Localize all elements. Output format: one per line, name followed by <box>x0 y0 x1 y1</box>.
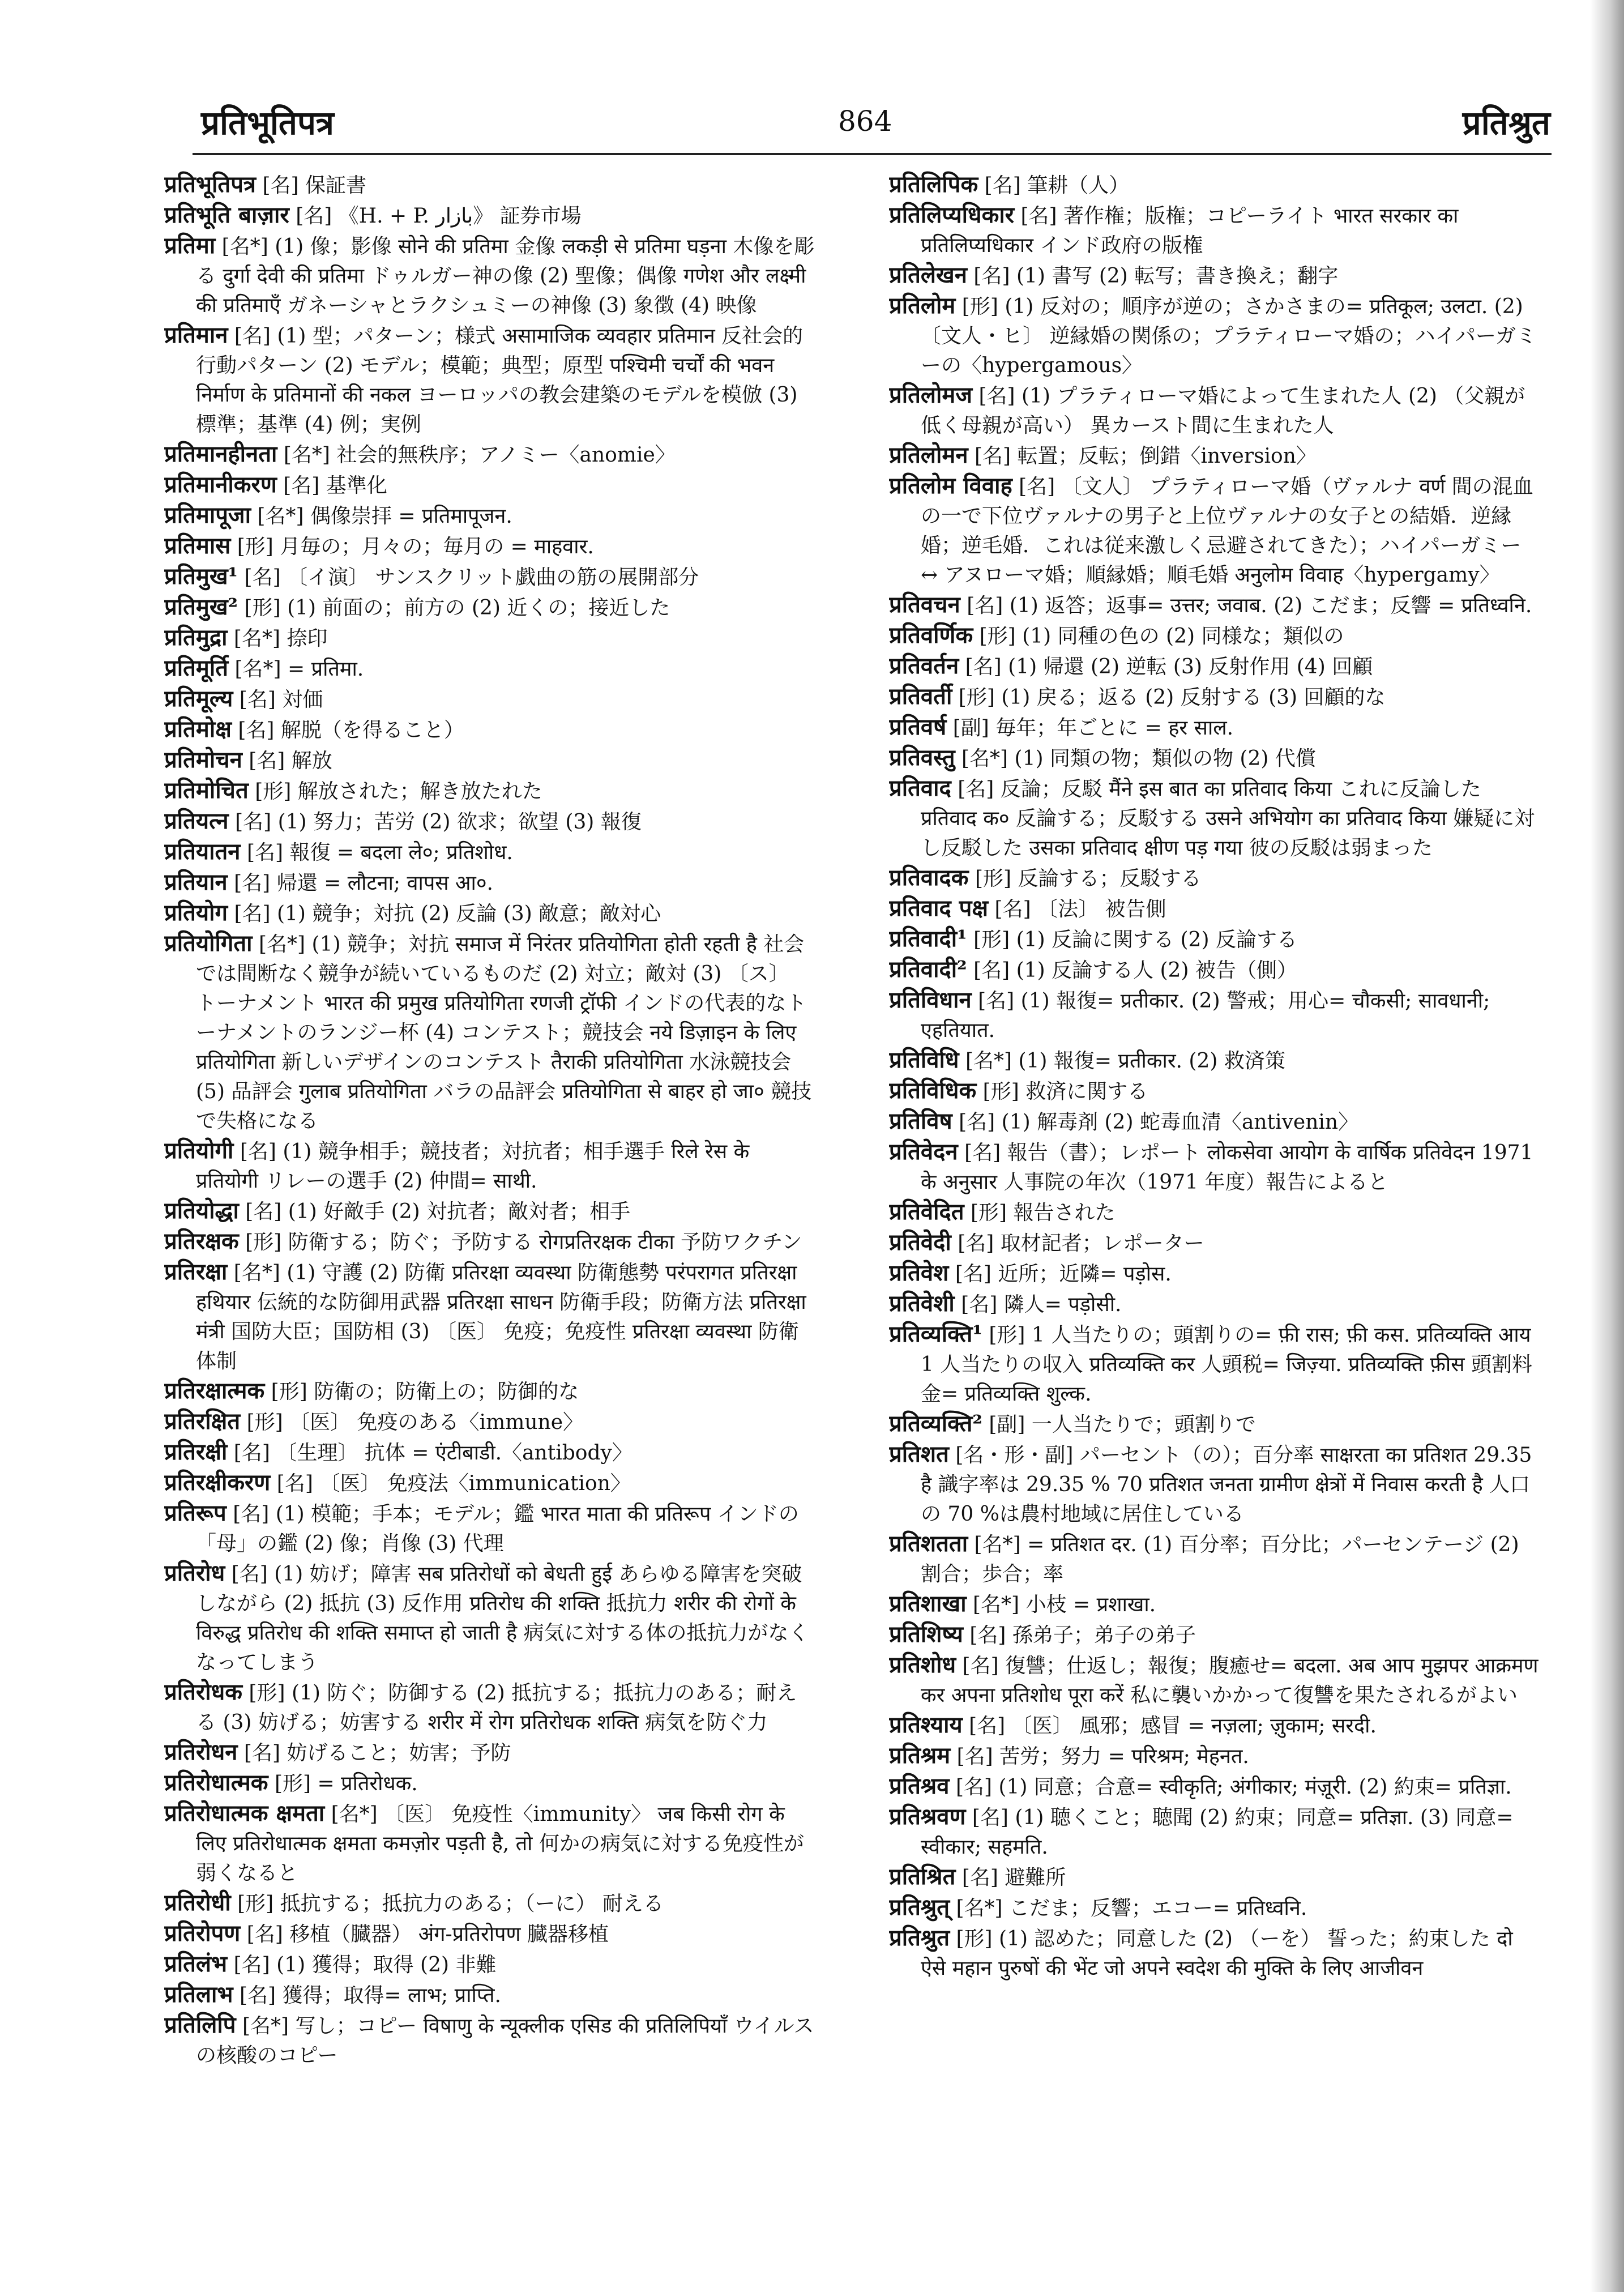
left-column <box>164 170 815 2071</box>
dictionary-entry <box>164 1499 815 1559</box>
entry-headword: प्रतिमूर्ति <box>164 655 228 681</box>
dictionary-entry <box>164 1196 815 1227</box>
entry-definition: [名] 妨げること；妨害；予防 <box>243 1742 511 1765</box>
dictionary-entry <box>164 837 815 868</box>
entry-definition: [形] (1) 戻る；返る (2) 反射する (3) 回顧的な <box>958 686 1386 709</box>
entry-headword: प्रतिमानीकरण <box>164 471 277 498</box>
dictionary-entry <box>889 170 1540 200</box>
entry-headword: प्रतियोगी <box>164 1137 234 1164</box>
entry-definition: [名*] (1) 同類の物；類似の物 (2) 代償 <box>961 747 1316 770</box>
dictionary-entry <box>889 682 1540 712</box>
entry-headword: प्रतिमोचित <box>164 777 249 804</box>
dictionary-entry <box>889 200 1540 261</box>
dictionary-entry <box>164 1738 815 1768</box>
dictionary-entry <box>889 1320 1540 1409</box>
entry-definition: [名] (1) 返答；返事= उत्तर; जवाब. (2) こだま；反響 = प्रतिध्वनि. <box>967 594 1532 617</box>
dictionary-entry <box>889 1862 1540 1893</box>
dictionary-entry <box>164 200 815 231</box>
entry-definition: [名] 反論；反駁 मैंने इस बात का प्रतिवाद किया これに反論した प्रतिवाद क० 反論する；反駁する उसने अभियोग का प्रतिवाद किया 嫌疑に対し反駁した उसका प्रतिवाद क्षीण पड़ गया 彼の反駁は弱まった <box>921 778 1535 860</box>
dictionary-entry <box>889 1529 1540 1589</box>
entry-definition: [名] (1) 聴くこと；聴聞 (2) 約束；同意= प्रतिज्ञा. (3) 同意= स्वीकार; सहमति. <box>921 1806 1514 1859</box>
entry-definition: [名] 筆耕（人） <box>984 174 1130 197</box>
entry-definition: [形] 1 人当たりの；頭割りの= फ़ी रास; फ़ी कस. प्रतिव्यक्ति आय 1 人当たりの収入 प्रतिव्यक्ति कर 人頭税= जिज़्या. प्रतिव्यक्ति फ़ीस 頭割料金= प्रतिव्यक्ति शुल्क. <box>921 1324 1532 1406</box>
dictionary-entry <box>164 1437 815 1468</box>
entry-headword: प्रतिरक्षा <box>164 1258 228 1285</box>
entry-definition: [名] 復讐；仕返し；報復；腹癒せ= बदला. अब आप मुझपर आक्रमण कर अपना प्रतिशोध पूरा करें 私に襲いかかって復讐を果たされるがよい <box>921 1654 1538 1707</box>
entry-definition: [名] (1) プラティローマ婚によって生まれた人 (2) （父親が低く母親が高い） 異カースト間に生まれた人 <box>921 385 1525 437</box>
entry-definition: [形] (1) 同種の色の (2) 同様な；類似の <box>979 625 1344 648</box>
entry-headword: प्रतिश्रित <box>889 1863 956 1890</box>
dictionary-entry <box>164 1949 815 1980</box>
dictionary-entry <box>889 955 1540 985</box>
right-guide-word: प्रतिश्रुत <box>1462 104 1550 142</box>
entry-definition: [名] 報告（書）；レポート लोकसेवा आयोग के वार्षिक प्रतिवेदन 1971 के अनुसार 人事院の年次（1971 年度）報告によると <box>921 1141 1533 1194</box>
entry-definition: [名] 獲得；取得= लाभ; प्राप्ति. <box>239 1984 501 2007</box>
entry-definition: [形] (1) 反対の；順序が逆の；さかさまの= प्रतिकूल; उलटा. (2) 〔文人・ヒ〕 逆縁婚の関係の；プラティローマ婚の；ハイパーガミーの〈hypergamous〉 <box>921 295 1537 377</box>
dictionary-entry <box>889 1589 1540 1620</box>
entry-headword: प्रतियान <box>164 869 228 895</box>
dictionary-entry <box>889 590 1540 621</box>
entry-definition: [名] 〔医〕 免疫法〈immunication〉 <box>276 1472 631 1495</box>
dictionary-entry <box>889 621 1540 651</box>
entry-definition: [名] (1) 書写 (2) 転写；書き換え；翻字 <box>973 264 1339 288</box>
entry-headword: प्रतिविधिक <box>889 1077 977 1104</box>
dictionary-entry <box>164 470 815 501</box>
dictionary-entry <box>164 868 815 898</box>
entry-headword: प्रतिलंभ <box>164 1950 228 1977</box>
dictionary-entry <box>889 774 1540 863</box>
entry-headword: प्रतिवेदन <box>889 1138 958 1165</box>
entry-definition: [名] 取材記者；レポーター <box>958 1232 1204 1255</box>
entry-headword: प्रतिभूति बाज़ार <box>164 202 289 228</box>
entry-headword: प्रतिरक्षक <box>164 1228 239 1254</box>
entry-definition: [形] 月毎の；月々の；毎月の = माहवार. <box>237 535 594 558</box>
dictionary-entry <box>889 261 1540 291</box>
entry-headword: प्रतिमास <box>164 532 231 559</box>
entry-headword: प्रतिश्रव <box>889 1773 950 1799</box>
dictionary-entry <box>889 1923 1540 1983</box>
entry-headword: प्रतिशत <box>889 1441 949 1467</box>
entry-definition: [名] 近所；近隣= पड़ोस. <box>955 1262 1172 1286</box>
entry-definition: [名] (1) 模範；手本；モデル；鑑 भारत माता की प्रतिरूप インドの「母」の鑑 (2) 像；肖像 (3) 代理 <box>196 1503 799 1555</box>
entry-headword: प्रतिव्यक्ति² <box>889 1410 982 1437</box>
entry-headword: प्रतिवर्तन <box>889 652 959 679</box>
entry-headword: प्रतिवस्तु <box>889 744 955 771</box>
dictionary-entry <box>164 1888 815 1919</box>
dictionary-entry <box>164 531 815 562</box>
dictionary-entry <box>164 2011 815 2071</box>
dictionary-entry <box>889 1045 1540 1076</box>
dictionary-entry <box>164 439 815 470</box>
dictionary-entry <box>164 1468 815 1499</box>
entry-headword: प्रतिवेदी <box>889 1229 951 1256</box>
entry-headword: प्रतिमुख¹ <box>164 563 238 590</box>
entry-definition: [名*] = प्रतिमा. <box>234 658 364 681</box>
entry-definition: [副] 一人当たりで；頭割りで <box>989 1413 1256 1436</box>
entry-headword: प्रतिव्यक्ति¹ <box>889 1321 982 1347</box>
entry-headword: प्रतिमूल्य <box>164 685 233 712</box>
entry-headword: प्रतिश्रम <box>889 1742 951 1769</box>
entry-headword: प्रतिमान <box>164 322 228 348</box>
entry-headword: प्रतिमा <box>164 232 216 259</box>
entry-headword: प्रतिलोम <box>889 292 956 319</box>
entry-headword: प्रतिमापूजा <box>164 502 251 528</box>
dictionary-entry <box>164 745 815 776</box>
dictionary-entry <box>164 1980 815 2011</box>
dictionary-entry <box>889 381 1540 441</box>
entry-definition: [名・形・副] パーセント（の）；百分率 साक्षरता का प्रतिशत 29.35 है 識字率は 29.35 % 70 प्रतिशत जनता ग्रामीण क्षेत्रों में निवास करती है 人口の 70 %は農村地域に居住している <box>921 1444 1532 1526</box>
entry-headword: प्रतिलोम विवाह <box>889 472 1012 499</box>
entry-headword: प्रतिरोधात्मक <box>164 1769 268 1796</box>
entry-headword: प्रतिरोधी <box>164 1889 231 1916</box>
entry-headword: प्रतिलिपि <box>164 2012 236 2038</box>
entry-definition: [名] 基準化 <box>283 474 387 497</box>
entry-definition: [名*] 捺印 <box>233 627 328 650</box>
dictionary-entry <box>889 1228 1540 1258</box>
entry-definition: [名] (1) 好敵手 (2) 対抗者；敵対者；相手 <box>245 1200 631 1223</box>
entry-definition: [名*] = प्रतिशत दर. (1) 百分率；百分比；パーセンテージ (2) 割合；歩合；率 <box>921 1533 1519 1586</box>
dictionary-entry <box>889 863 1540 894</box>
dictionary-entry <box>164 715 815 745</box>
dictionary-entry <box>889 1107 1540 1137</box>
dictionary-entry <box>889 1620 1540 1650</box>
dictionary-entry <box>889 471 1540 590</box>
entry-definition: [名*] 写し；コピー विषाणु के न्यूक्लीक एसिड की प्रतिलिपियाँ ウイルスの核酸のコピー <box>196 2014 814 2067</box>
dictionary-entry <box>889 1802 1540 1862</box>
entry-definition: [名] 報復 = बदला ले०; प्रतिशोध. <box>246 841 513 864</box>
entry-definition: [名] 孫弟子；弟子の弟子 <box>969 1624 1196 1647</box>
entry-headword: प्रतिविधि <box>889 1047 959 1073</box>
entry-definition: [名*] (1) 守護 (2) 防衛 प्रतिरक्षा व्यवस्था 防衛態勢 परंपरागत प्रतिरक्षा हथियार 伝統的な防御用武器 प्रतिरक्षा साधन 防衛手段；防衛方法 प्रतिरक्षा मंत्री 国防大臣；国防相 (3) 〔医〕 免疫；免疫性 प्रतिरक्षा व्यवस्था 防衛体制 <box>196 1261 806 1373</box>
entry-definition: [名] 保証書 <box>262 174 366 197</box>
entry-definition: [名] 隣人= पड़ोसी. <box>961 1293 1122 1316</box>
binding-shadow <box>1590 0 1624 2292</box>
entry-headword: प्रतिमोचन <box>164 746 242 773</box>
dictionary-entry <box>889 1409 1540 1440</box>
entry-definition: [名] 解脱（を得ること） <box>238 719 464 742</box>
entry-definition: [形] 報告された <box>971 1201 1116 1224</box>
entry-definition: [名*] 社会的無秩序；アノミー〈anomie〉 <box>283 443 676 467</box>
entry-headword: प्रतिशिष्य <box>889 1621 963 1647</box>
dictionary-entry <box>164 654 815 684</box>
entry-headword: प्रतिमानहीनता <box>164 441 277 467</box>
dictionary-entry <box>889 1741 1540 1772</box>
entry-headword: प्रतिरक्षी <box>164 1439 228 1465</box>
dictionary-entry <box>889 924 1540 955</box>
entry-headword: प्रतिवेदित <box>889 1198 964 1225</box>
dictionary-entry <box>164 321 815 439</box>
entry-definition: [形] = प्रतिरोधक. <box>274 1772 418 1795</box>
entry-definition: [形] (1) 前面の；前方の (2) 近くの；接近した <box>244 596 670 620</box>
dictionary-entry <box>164 684 815 715</box>
entry-definition: [名] (1) 獲得；取得 (2) 非難 <box>233 1953 497 1977</box>
dictionary-entry <box>164 501 815 531</box>
entry-headword: प्रतियातन <box>164 838 241 865</box>
dictionary-entry <box>889 985 1540 1045</box>
entry-headword: प्रतिवादी² <box>889 956 967 983</box>
entry-headword: प्रतिमुद्रा <box>164 624 228 651</box>
entry-definition: [名] 転置；反転；倒錯〈inversion〉 <box>974 445 1317 468</box>
entry-headword: प्रतिरूप <box>164 1500 226 1526</box>
entry-definition: [名] (1) 解毒剤 (2) 蛇毒血清〈antivenin〉 <box>959 1111 1359 1134</box>
entry-headword: प्रतिरक्षात्मक <box>164 1377 265 1404</box>
entry-headword: प्रतिश्रुत् <box>889 1894 950 1920</box>
dictionary-entry <box>164 231 815 321</box>
entry-definition: [名*] (1) 競争；対抗 समाज में निरंतर प्रतियोगिता होती रहती है 社会では間断なく競争が続いているものだ (2) 対立；敵対 (3) 〔ス〕 トーナメント भारत की प्रमुख प्रतियोगिता रणजी ट्रॉफी インドの代表的なトーナメントのランジー杯 (4) コンテスト；競技会 नये डिज़ाइन के लिए प्रतियोगिता 新しいデザインのコンテスト तैराकी प्रतियोगिता 水泳競技会 (5) 品評会 गुलाब प्रतियोगिता バラの品評会 प्रतियोगिता से बाहर हो जा० 競技で失格になる <box>196 933 812 1133</box>
entry-headword: प्रतिमुख² <box>164 594 238 620</box>
entry-definition: [形] 反論する；反駁する <box>975 867 1202 890</box>
entry-headword: प्रतिलोमज <box>889 382 972 408</box>
entry-definition: [形] (1) 防ぐ；防御する (2) 抵抗する；抵抗力のある；耐える (3) 妨げる；妨害する शरीर में रोग प्रतिरोधक शक्ति 病気を防ぐ力 <box>196 1681 797 1734</box>
page-header <box>0 0 1624 170</box>
right-column <box>889 170 1540 1983</box>
entry-definition: [名] 〔法〕 被告側 <box>994 898 1166 921</box>
entry-definition: [形] 〔医〕 免疫のある〈immune〉 <box>246 1411 584 1434</box>
entry-definition: [名] (1) 型；パターン；様式 असामाजिक व्यवहार प्रतिमान 反社会的行動パターン (2) モデル；模範；典型；原型 पश्चिमी चर्चों की भवन निर्माण के प्रतिमानों की नकल ヨーロッパの教会建築のモデルを模倣 (3) 標準；基準 (4) 例；実例 <box>196 325 804 436</box>
dictionary-entry <box>889 651 1540 682</box>
dictionary-entry <box>164 1257 815 1376</box>
dictionary-entry <box>164 1768 815 1799</box>
entry-definition: [名] 対価 <box>239 688 323 711</box>
entry-definition: [名] 避難所 <box>961 1866 1066 1889</box>
dictionary-entry <box>889 1893 1540 1923</box>
entry-definition: [形] 解放された；解き放たれた <box>255 780 542 803</box>
entry-headword: प्रतिवेशी <box>889 1290 955 1317</box>
dictionary-entry <box>889 1650 1540 1710</box>
dictionary-entry <box>164 1376 815 1407</box>
entry-headword: प्रतिरोपण <box>164 1920 241 1947</box>
entry-headword: प्रतिवाद पक्ष <box>889 895 989 921</box>
entry-headword: प्रतिवचन <box>889 591 960 618</box>
entry-definition: [名] 苦労；努力 = परिश्रम; मेहनत. <box>956 1745 1249 1768</box>
entry-headword: प्रतियोद्धा <box>164 1197 239 1224</box>
entry-headword: प्रतिभूतिपत्र <box>164 171 256 198</box>
dictionary-entry <box>889 1076 1540 1107</box>
entry-definition: [名] (1) 競争；対抗 (2) 反論 (3) 敵意；敵対心 <box>234 902 661 925</box>
entry-headword: प्रतिवर्ष <box>889 714 947 740</box>
entry-headword: प्रतिरोधन <box>164 1739 238 1765</box>
entry-headword: प्रतिरोधक <box>164 1679 242 1705</box>
dictionary-entry <box>164 1136 815 1196</box>
entry-definition: [名] (1) 同意；合意= स्वीकृति; अंगीकार; मंज़ूरी. (2) 約束= प्रतिज्ञा. <box>955 1775 1512 1799</box>
dictionary-entry <box>889 1258 1540 1289</box>
entry-definition: [副] 毎年；年ごとに = हर साल. <box>952 716 1234 740</box>
entry-definition: [名*] (1) 報復= प्रतीकार. (2) 救済策 <box>965 1049 1285 1073</box>
entry-definition: [名] 《H. + P. بازار》 証券市場 <box>296 204 582 228</box>
entry-headword: प्रतिशोध <box>889 1651 956 1678</box>
entry-headword: प्रतिरक्षित <box>164 1408 241 1435</box>
entry-definition: [名] (1) 競争相手；競技者；対抗者；相手選手 रिले रेस के प्रतियोगी リレーの選手 (2) 仲間= साथी. <box>196 1140 750 1193</box>
dictionary-entry <box>164 806 815 837</box>
dictionary-entry <box>889 1440 1540 1529</box>
dictionary-entry <box>164 1799 815 1888</box>
entry-definition: [名] 〔イ演〕 サンスクリット戯曲の筋の展開部分 <box>244 566 699 589</box>
entry-headword: प्रतिश्रवण <box>889 1803 966 1830</box>
dictionary-entry <box>164 170 815 200</box>
entry-definition: [名] (1) 努力；苦労 (2) 欲求；欲望 (3) 報復 <box>235 810 642 834</box>
dictionary-entry <box>164 1559 815 1678</box>
entry-definition: [名] 帰還 = लौटना; वापस आ०. <box>234 872 493 895</box>
left-guide-word: प्रतिभूतिपत्र <box>201 104 334 142</box>
entry-definition: [形] (1) 反論に関する (2) 反論する <box>973 928 1297 951</box>
entry-definition: [名] 解放 <box>249 749 332 772</box>
dictionary-entry <box>164 1407 815 1437</box>
entry-headword: प्रतिरोधात्मक क्षमता <box>164 1800 325 1826</box>
entry-definition: [名] 〔文人〕 プラティローマ婚（ヴァルナ वर्ण 間の混血の一で下位ヴァルナの男子と上位ヴァルナの女子との結婚．逆縁婚；逆毛婚．これは従来激しく忌避されてきた）；ハイパーガミー ↔ アヌローマ婚；順縁婚；順毛婚 अनुलोम विवाह〈hypergamy〉 <box>921 475 1533 587</box>
entry-headword: प्रतिलिप्यधिकार <box>889 202 1015 228</box>
entry-headword: प्रतिशतता <box>889 1530 968 1557</box>
entry-headword: प्रतिवेश <box>889 1260 949 1286</box>
dictionary-entry <box>889 1137 1540 1197</box>
entry-definition: [形] 防衛の；防衛上の；防御的な <box>271 1380 579 1403</box>
entry-headword: प्रतिश्याय <box>889 1711 963 1738</box>
entry-definition: [名*] 偶像崇拝 = प्रतिमापूजन. <box>257 505 512 528</box>
dictionary-entry <box>164 623 815 654</box>
dictionary-entry <box>889 712 1540 743</box>
dictionary-entry <box>889 291 1540 381</box>
dictionary-entry <box>164 898 815 929</box>
entry-definition: [名] (1) 妨げ；障害 सब प्रतिरोधों को बेधती हुई あらゆる障害を突破しながら (2) 抵抗 (3) 反作用 प्रतिरोध की शक्ति 抵抗力 शरीर की रोगों के विरुद्ध प्रतिरोध की शक्ति समाप्त हो जाती है 病気に対する体の抵抗力がなくなってしまう <box>196 1563 809 1674</box>
dictionary-entry <box>164 929 815 1136</box>
entry-definition: [形] 防衛する；防ぐ；予防する रोगप्रतिरक्षक टीका 予防ワクチン <box>245 1231 802 1254</box>
dictionary-entry <box>164 562 815 592</box>
entry-definition: [形] 抵抗する；抵抗力のある；（ーに） 耐える <box>237 1892 664 1915</box>
entry-definition: [名] 移植（臓器） अंग-प्रतिरोपण 臓器移植 <box>246 1923 609 1946</box>
entry-headword: प्रतिलिपिक <box>889 171 978 198</box>
entry-headword: प्रतिविधान <box>889 987 972 1013</box>
entry-definition: [名] (1) 報復= प्रतीकार. (2) 警戒；用心= चौकसी; सावधानी; एहतियात. <box>921 989 1490 1042</box>
entry-headword: प्रतिलोमन <box>889 442 968 468</box>
dictionary-entry <box>889 1772 1540 1802</box>
entry-headword: प्रतिशाखा <box>889 1590 967 1617</box>
entry-headword: प्रतिश्रुत <box>889 1924 950 1951</box>
entry-headword: प्रतिलेखन <box>889 262 967 288</box>
dictionary-entry <box>889 1710 1540 1741</box>
dictionary-entry <box>889 743 1540 774</box>
entry-definition: [名*] 〔医〕 免疫性〈immunity〉 जब किसी रोग के लिए प्रतिरोधात्मक क्षमता कमज़ोर पड़ती है, तो 何かの病気に対する免疫性が弱くなると <box>196 1803 804 1885</box>
entry-headword: प्रतियोगिता <box>164 930 253 957</box>
dictionary-entry <box>889 894 1540 924</box>
page-number: 864 <box>838 105 892 138</box>
entry-headword: प्रतिविष <box>889 1108 952 1134</box>
entry-headword: प्रतियोग <box>164 899 228 926</box>
entry-headword: प्रतिवादक <box>889 864 969 891</box>
entry-definition: [名] 〔生理〕 抗体 = एंटीबाडी.〈antibody〉 <box>233 1441 632 1465</box>
dictionary-entry <box>164 776 815 806</box>
entry-headword: प्रतिवर्ती <box>889 683 952 710</box>
entry-definition: [形] 救済に関する <box>982 1080 1148 1103</box>
entry-headword: प्रतिमोक्ष <box>164 716 232 742</box>
entry-definition: [形] (1) 認めた；同意した (2) （ーを） 誓った；約束した दो ऐसे महान पुरुषों की भेंट जो अपने स्वदेश की मुक्ति के लिए आजीवन <box>921 1927 1513 1980</box>
entry-definition: [名] 〔医〕 風邪；感冒 = नज़ला; ज़ुकाम; सरदी. <box>969 1714 1377 1738</box>
entry-headword: प्रतियत्न <box>164 808 229 834</box>
header-rule <box>193 153 1552 155</box>
entry-headword: प्रतिरक्षीकरण <box>164 1469 271 1496</box>
dictionary-entry <box>164 1227 815 1257</box>
entry-headword: प्रतिवर्णिक <box>889 622 973 648</box>
entry-definition: [名*] (1) 像；影像 सोने की प्रतिमा 金像 लकड़ी से प्रतिमा घड़ना 木像を彫る दुर्गा देवी की प्रतिमा ドゥルガー神の像 (2) 聖像；偶像 गणेश और लक्ष्मी की प्रतिमाएँ ガネーシャとラクシュミーの神像 (3) 象徴 (4) 映像 <box>196 235 815 317</box>
dictionary-entry <box>164 1678 815 1738</box>
dictionary-entry <box>164 592 815 623</box>
entry-definition: [名*] こだま；反響；エコー= प्रतिध्वनि. <box>956 1897 1307 1920</box>
dictionary-entry <box>164 1919 815 1949</box>
entry-definition: [名] (1) 反論する人 (2) 被告（側） <box>973 959 1297 982</box>
entry-headword: प्रतिलाभ <box>164 1981 233 2008</box>
entry-headword: प्रतिवाद <box>889 775 951 801</box>
entry-definition: [名] (1) 帰還 (2) 逆転 (3) 反射作用 (4) 回顧 <box>965 655 1373 678</box>
entry-definition: [名*] 小枝 = प्रशाखा. <box>973 1593 1156 1616</box>
dictionary-entry <box>889 1197 1540 1228</box>
dictionary-entry <box>889 441 1540 471</box>
dictionary-entry <box>889 1289 1540 1320</box>
entry-definition: [名] 著作権；版権；コピーライト भारत सरकार का प्रतिलिप्यधिकार インド政府の版権 <box>921 204 1459 257</box>
entry-headword: प्रतिरोध <box>164 1560 225 1586</box>
entry-headword: प्रतिवादी¹ <box>889 925 967 952</box>
